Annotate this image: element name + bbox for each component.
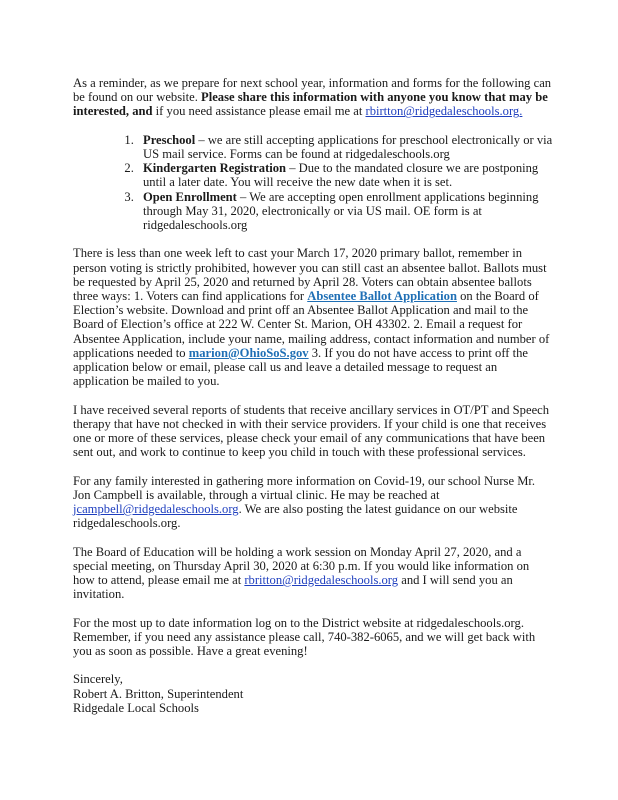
closing-paragraph: For the most up to date information log on to the District website at ridgedaleschools.org. Remember, if you need any assistance please call, 740-382-6065, and we will get back with you as soon as possible. Have a great evening! bbox=[73, 615, 536, 659]
salutation: Sincerely, bbox=[73, 672, 123, 687]
signature-block bbox=[73, 672, 553, 715]
jcampbell-email-link[interactable]: jcampbell@ridgedaleschools.org bbox=[73, 502, 239, 517]
services-paragraph: I have received several reports of students that receive ancillary services in OT/PT and Speech therapy that have not checked in with their service providers. If your child is one that receives one or more of these services, please check your email of any communications that have been sent out, and work to continue to keep you child in touch with these professional services. bbox=[73, 402, 550, 460]
signer-org: Ridgedale Local Schools bbox=[73, 700, 199, 715]
board-paragraph: The Board of Education will be holding a work session on Monday April 27, 2020, and a special meeting, on Thursday April 30, 2020 at 6:30 p.m. If you would like information on how to attend, please email me at rbritton@ridgedaleschools.org and I will send you an invitation. bbox=[73, 544, 530, 602]
forms-list bbox=[73, 133, 553, 232]
letter-document bbox=[73, 76, 553, 715]
ohiosos-email-link[interactable]: marion@OhioSoS.gov bbox=[188, 345, 309, 360]
signer-name: Robert A. Britton, Superintendent bbox=[73, 686, 244, 701]
intro-paragraph: As a reminder, as we prepare for next school year, information and forms for the following can be found on our website. Please share this information with anyone you know that may be interested, and if you need assistance please email me at rbirtton@ridgedaleschools.org. bbox=[73, 76, 552, 119]
list-item-kindergarten: 2. Kindergarten Registration – Due to the mandated closure we are postponing until a later date. You will receive the new date when it is set. bbox=[137, 161, 553, 189]
absentee-ballot-link[interactable]: Absentee Ballot Application bbox=[307, 289, 457, 304]
email-link-rbirtton[interactable]: rbirtton@ridgedaleschools.org. bbox=[365, 104, 523, 119]
ballot-paragraph: There is less than one week left to cast your March 17, 2020 primary ballot, remember in person voting is strictly prohibited, however you can still cast an absentee ballot. Ballots must be requested by April 25, 2020 and returned by April 28. Voters can obtain absentee ballots three ways: 1. Voters can find applications for Absentee Ballot Application on the Board of Election’s website. Download and print off an Absentee Ballot Application and mail to the Board of Election’s office at 222 W. Center St. Marion, OH 43302. 2. Email a request for Absentee Application, include your name, mailing address, contact information and number of applications needed to marion@OhioSoS.gov 3. If you do not have access to print off the application below or email, please call us and leave a detailed message to request an application be mailed to you. bbox=[73, 246, 550, 389]
list-item-preschool: 1. Preschool – we are still accepting applications for preschool electronically or via US mail service. Forms can be found at ridgedaleschools.org bbox=[137, 133, 553, 161]
list-item-open-enrollment: 3. Open Enrollment – We are accepting open enrollment applications beginning through May 31, 2020, electronically or via US mail. OE form is at ridgedaleschools.org bbox=[137, 190, 553, 233]
rbritton-email-link[interactable]: rbritton@ridgedaleschools.org bbox=[244, 573, 399, 588]
covid-paragraph: For any family interested in gathering more information on Covid-19, our school Nurse Mr. Jon Campbell is available, through a virtual clinic. He may be reached at jcampbell@ridgedaleschools.org. We are also posting the latest guidance on our website ridgedaleschools.org. bbox=[73, 473, 536, 531]
